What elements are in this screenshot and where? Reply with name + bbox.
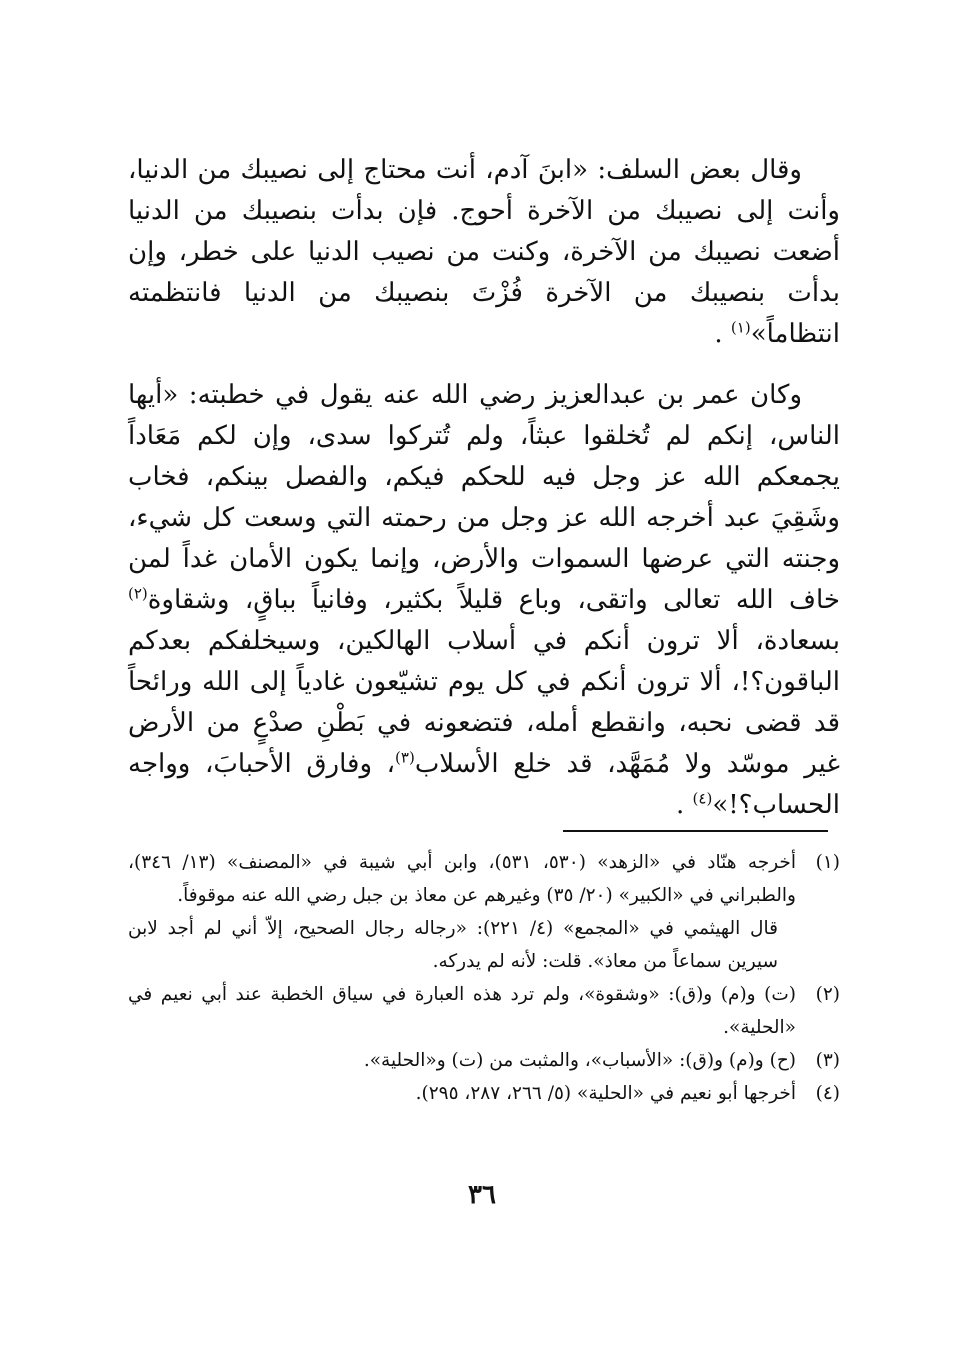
footnote-4-text: أخرجها أبو نعيم في «الحلية» (٥/ ٢٦٦، ٢٨٧، ٢٩٥). <box>415 1083 796 1104</box>
footnote-2-number: (٢) <box>815 984 840 1005</box>
footnote-1-continuation: قال الهيثمي في «المجمع» (٤/ ٢٢١): «رجاله رجال الصحيح، إلاّ أني لم أجد لابن سيرين سماعاً من معاذ». قلت: لأنه لم يدركه. <box>128 918 778 972</box>
paragraph-2 <box>128 375 840 826</box>
footnote-2-text: (ت) و(م) و(ق): «وشقوة»، ولم ترد هذه العبارة في سياق الخطبة عند أبي نعيم في «الحلية». <box>128 984 796 1038</box>
paragraph-2-text-a: وكان عمر بن عبدالعزيز رضي الله عنه يقول في خطبته: «أيها الناس، إنكم لم تُخلقوا عبثاً، ولم تُتركوا سدى، وإن لكم مَعَاداً يجمعكم الله عز وجل فيه للحكم فيكم، والفصل بينكم، فخاب وشَقِيَ عبد أخرجه الله عز وجل من رحمته التي وسعت كل شيء، وجنته التي عرضها السموات والأرض، وإنما يكون الأمان غداً لمن خاف الله تعالى واتقى، وباع قليلاً بكثير، وفانياً بباقٍ، وشقاوة <box>128 380 840 615</box>
paragraph-2-text-c: ، وفارق الأحبابَ، وواجه الحساب؟!» <box>128 749 840 820</box>
footnote-ref-2[interactable]: (٢) <box>128 584 148 603</box>
footnote-ref-4[interactable]: (٤) <box>692 789 713 808</box>
paragraph-2-text-b: بسعادة، ألا ترون أنكم في أسلاب الهالكين، وسيخلفكم بعدكم الباقون؟!، ألا ترون أنكم في كل يوم تشيّعون غادياً إلى الله ورائحاً قد قضى نحبه، وانقطع أمله، فتضعونه في بَطْنِ صدْعٍ من الأرض غير موسّد ولا مُمَهَّد، قد خلع الأسلاب <box>128 626 840 779</box>
end-mark: . <box>714 319 723 349</box>
footnote-ref-1[interactable]: (١) <box>730 318 751 337</box>
footnote-1-number: (١) <box>815 852 840 873</box>
main-text <box>128 150 840 826</box>
end-mark-2: . <box>676 790 685 820</box>
footnote-1-text: أخرجه هنّاد في «الزهد» (٥٣٠، ٥٣١)، وابن أبي شيبة في «المصنف» (١٣/ ٣٤٦)، والطبراني في «الكبير» (٢٠/ ٣٥) وغيرهم عن معاذ بن جبل رضي الله عنه موقوفاً. <box>128 852 796 906</box>
footnotes <box>128 846 840 1110</box>
paragraph-1 <box>128 150 840 355</box>
text-body <box>128 150 840 826</box>
paragraph-1-text: وقال بعض السلف: «ابنَ آدم، أنت محتاج إلى نصيبك من الدنيا، وأنت إلى نصيبك من الآخرة أحوج. فإن بدأت بنصيبك من الدنيا أضعت نصيبك من الآخرة، وكنت من نصيب الدنيا على خطر، وإن بدأت بنصيبك من الآخرة فُزْتَ بنصيبك من الدنيا فانتظمته انتظاماً» <box>128 155 840 349</box>
footnote-3 <box>128 1044 840 1077</box>
footnote-4 <box>128 1077 840 1110</box>
page-number: ٣٦ <box>468 1180 496 1210</box>
footnote-3-number: (٣) <box>815 1050 840 1071</box>
footnote-1 <box>128 846 840 912</box>
footnote-separator <box>563 830 828 832</box>
footnote-4-number: (٤) <box>815 1083 840 1104</box>
footnote-ref-3[interactable]: (٣) <box>395 748 415 767</box>
footnote-3-text: (ح) و(م) و(ق): «الأسباب»، والمثبت من (ت) و«الحلية». <box>363 1050 796 1071</box>
footnote-2 <box>128 978 840 1044</box>
